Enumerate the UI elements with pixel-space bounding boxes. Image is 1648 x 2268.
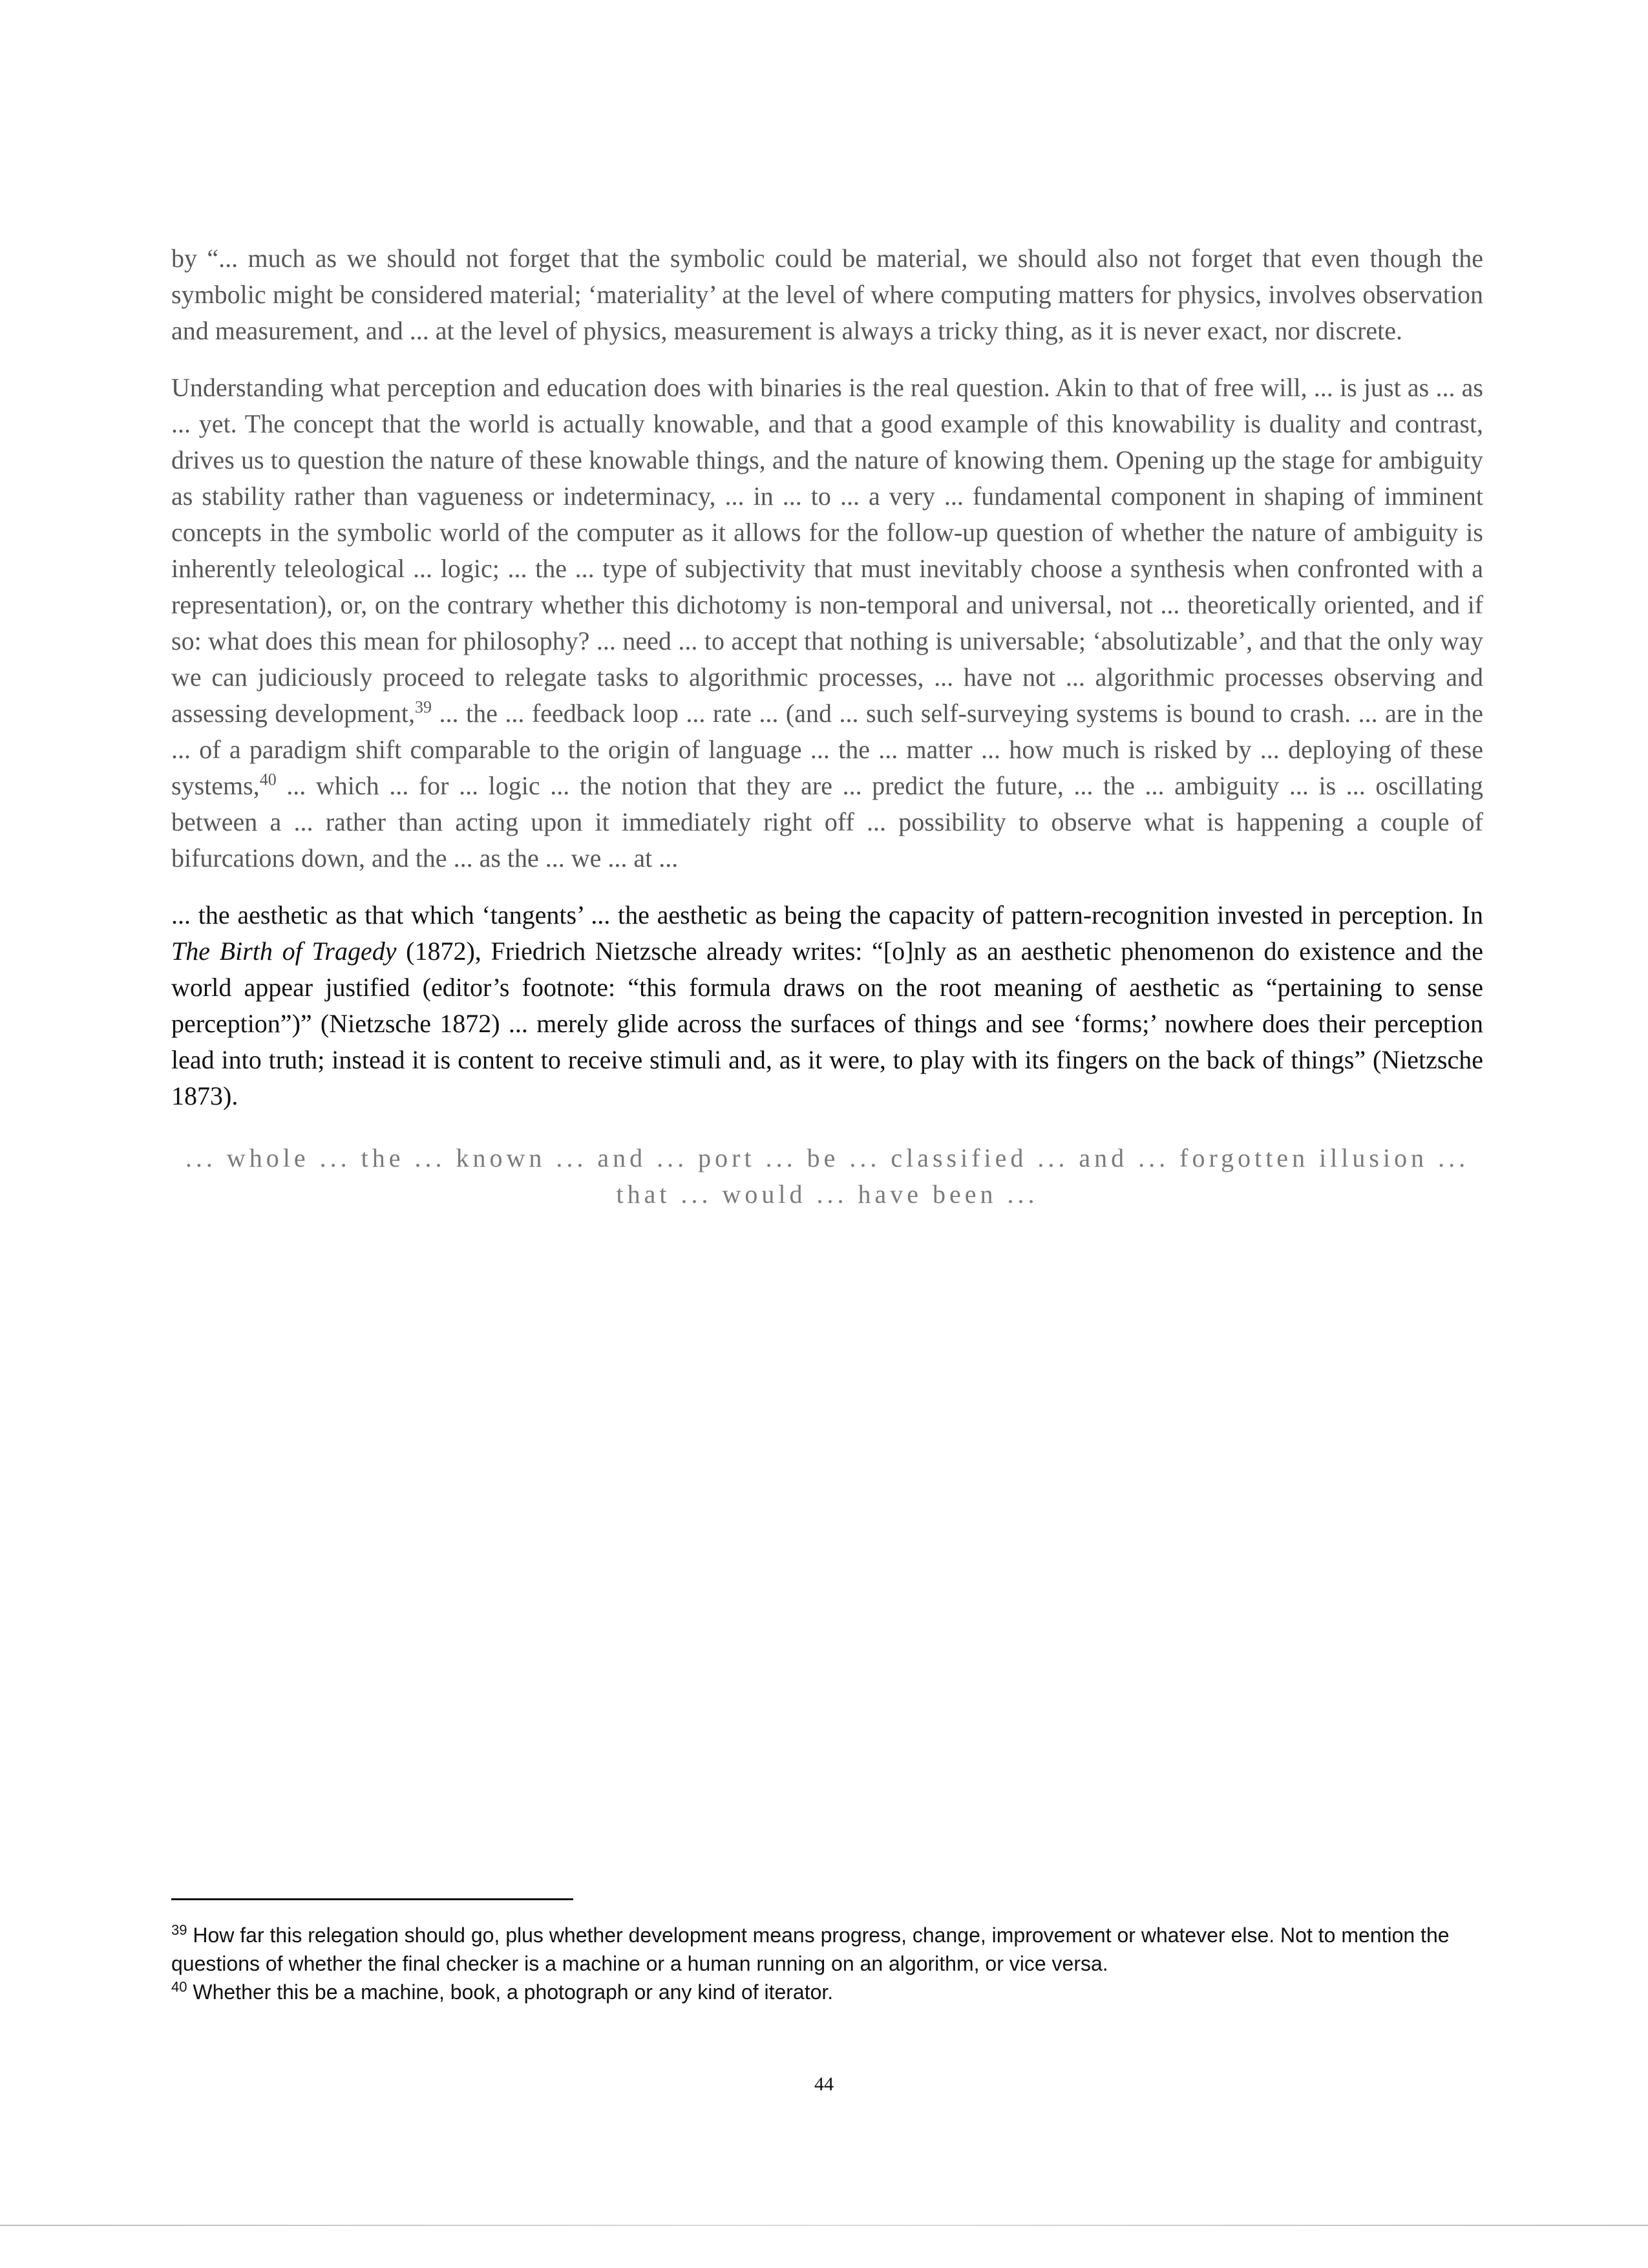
book-title: The Birth of Tragedy — [171, 937, 397, 966]
footnote-number: 39 — [171, 1922, 187, 1938]
paragraph-2 — [171, 370, 1483, 876]
paragraph-2-text-end: ... which ... for ... logic ... the notion that they are ... predict the future, ... the ... ambiguity ... is ... oscillating between a ... rather than acting upon it immediately right off ... possibility to observe what is happening a couple of bifurcations down, and the ... as the ... we ... at ... — [171, 771, 1483, 873]
faded-text-block: ... whole ... the ... known ... and ... port ... be ... classified ... and ... forgotten illusion ... that ... would ... have been ... — [185, 1143, 1470, 1209]
footnote-text: Whether this be a machine, book, a photograph or any kind of iterator. — [193, 1980, 834, 2004]
footnotes — [171, 1921, 1483, 2006]
paragraph-3-text: ... the aesthetic as that which ‘tangents’ ... the aesthetic as being the capacity of pattern-recognition invested in perception. In — [171, 900, 1483, 929]
scan-edge-line — [0, 2225, 1648, 2226]
footnote-divider — [171, 1898, 573, 1900]
paragraph-3 — [171, 897, 1483, 1114]
page-number: 44 — [814, 2073, 834, 2095]
paragraph-1 — [171, 240, 1483, 349]
footnote-text: How far this relegation should go, plus whether development means progress, change, improvement or whatever else. Not to mention the questions of whether the final checker is a machine or a human running on an algorithm, or vice versa. — [171, 1924, 1450, 1975]
paragraph-3-text-cont: (1872), Friedrich Nietzsche already writes: “[o]nly as an aesthetic phenomenon do existence and the world appear justified (editor’s footnote: “this formula draws on the root meaning of aesthetic as “pertaining to sense perception”)” (Nietzsche 1872) ... merely glide across the surfaces of things and see ‘forms;’ nowhere does their perception lead into truth; instead it is content to receive stimuli and, as it were, to play with its fingers on the back of things” (Nietzsche 1873). — [171, 937, 1484, 1110]
footnote-number: 40 — [171, 1978, 187, 1995]
footnote-39 — [171, 1921, 1483, 1978]
paragraph-1-text: by “... much as we should not forget that the symbolic could be material, we should also not forget that even though the symbolic might be considered material; ‘materiality’ at the level of where computing matters for physics, involves observation and measurement, and ... at the level of physics, measurement is always a tricky thing, as it is never exact, nor discrete. — [171, 244, 1483, 345]
footnote-ref-40: 40 — [259, 770, 277, 789]
footnote-40 — [171, 1978, 1483, 2006]
page-body — [171, 240, 1483, 1213]
footnote-ref-39: 39 — [415, 697, 432, 717]
paragraph-2-text: Understanding what perception and education does with binaries is the real question. Akin to that of free will, ... is just as ... as ... yet. The concept that the world is actually knowable, and that a good example of this knowability is duality and contrast, drives us to question the nature of these knowable things, and the nature of knowing them. Opening up the stage for ambiguity as stability rather than vagueness or indeterminacy, ... in ... to ... a very ... fundamental component in shaping of imminent concepts in the symbolic world of the computer as it allows for the follow-up question of whether the nature of ambiguity is inherently teleological ... logic; ... the ... type of subjectivity that must inevitably choose a synthesis when confronted with a representation), or, on the contrary whether this dichotomy is non-temporal and universal, not ... theoretically oriented, and if so: what does this mean for philosophy? ... need ... to accept that nothing is universable; ‘absolutizable’, and that the only way we can judiciously proceed to relegate tasks to algorithmic processes, ... have not ... algorithmic processes observing and assessing development, — [171, 373, 1483, 728]
paragraph-2-text-cont: ... the ... feedback loop ... rate ... (and ... such self-surveying systems is bound to crash. ... are in the ... of a paradigm shift comparable to the origin of language ... the ... matter ... how much is risked by ... deploying of these systems, — [171, 699, 1483, 800]
